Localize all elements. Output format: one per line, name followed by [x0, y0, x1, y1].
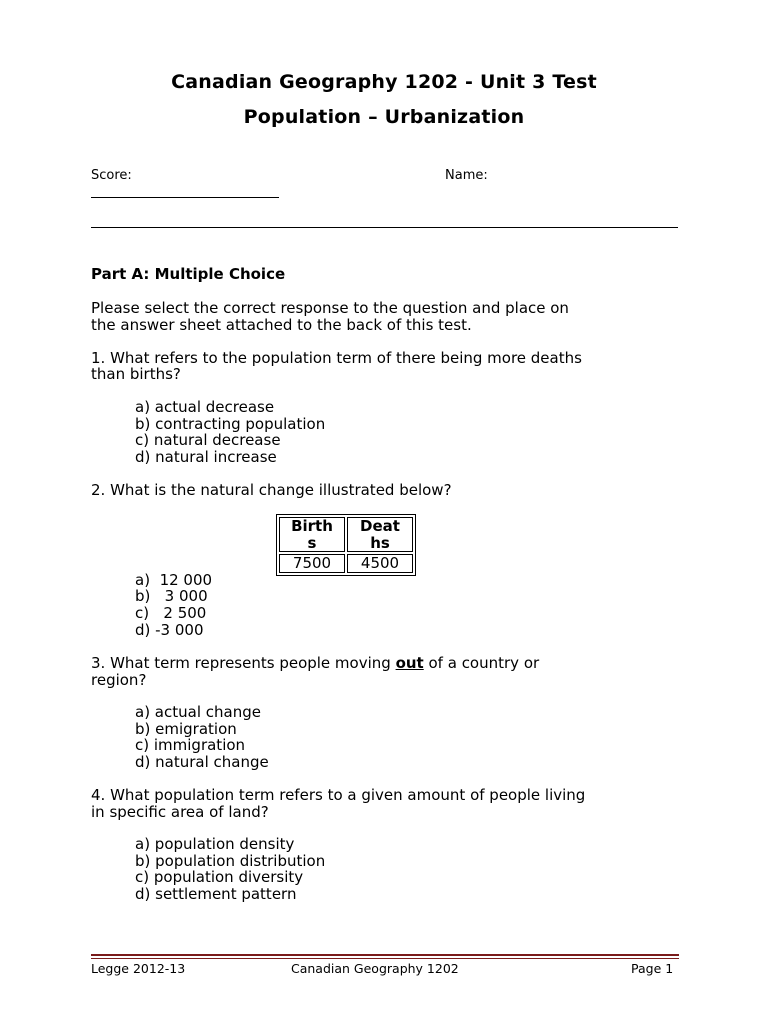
question-1-option-c: c) natural decrease [135, 431, 281, 449]
question-2-option-c: c) 2 500 [135, 604, 207, 622]
question-1-option-b: b) contracting population [135, 415, 326, 433]
question-4-option-a: a) population density [135, 835, 295, 853]
births-value: 7500 [279, 554, 345, 573]
footer-author: Legge 2012-13 [91, 961, 186, 976]
question-2-line-1: 2. What is the natural change illustrated below? [91, 481, 452, 499]
question-1-line-1: 1. What refers to the population term of there being more deaths [91, 349, 582, 367]
footer-course: Canadian Geography 1202 [291, 961, 459, 976]
footer-page-number: Page 1 [631, 961, 674, 976]
table-header-row [279, 517, 413, 552]
question-1-line-2: than births? [91, 365, 181, 383]
deaths-header: Deat hs [347, 517, 413, 552]
question-3-line-2: region? [91, 671, 147, 689]
score-blank-line [91, 197, 279, 198]
table-row [279, 554, 413, 573]
instructions-line-2: the answer sheet attached to the back of this test. [91, 316, 472, 334]
question-3-option-d: d) natural change [135, 753, 269, 771]
question-2-option-a: a) 12 000 [135, 571, 213, 589]
name-label: Name: [445, 168, 488, 183]
natural-change-table [276, 514, 416, 576]
name-blank-line [91, 227, 678, 228]
question-4-line-1: 4. What population term refers to a given amount of people living [91, 786, 586, 804]
question-3-line-1: 3. What term represents people moving out of a country or [91, 654, 540, 672]
score-label: Score: [91, 168, 132, 183]
question-3-option-a: a) actual change [135, 703, 261, 721]
question-1-option-d: d) natural increase [135, 448, 277, 466]
question-4-option-d: d) settlement pattern [135, 885, 297, 903]
deaths-value: 4500 [347, 554, 413, 573]
question-2-option-b: b) 3 000 [135, 587, 208, 605]
question-4-line-2: in specific area of land? [91, 803, 269, 821]
footer-rule-thin [91, 958, 679, 959]
emphasis-out: out [395, 654, 424, 672]
question-1-option-a: a) actual decrease [135, 398, 275, 416]
question-3-option-b: b) emigration [135, 720, 237, 738]
page-subtitle: Population – Urbanization [243, 106, 525, 128]
part-a-heading: Part A: Multiple Choice [91, 265, 286, 283]
question-3-option-c: c) immigration [135, 736, 246, 754]
instructions-line-1: Please select the correct response to the question and place on [91, 299, 569, 317]
footer-rule [91, 954, 679, 956]
question-4-option-c: c) population diversity [135, 868, 304, 886]
question-4-option-b: b) population distribution [135, 852, 326, 870]
question-2-option-d: d) -3 000 [135, 621, 204, 639]
page-title: Canadian Geography 1202 - Unit 3 Test [171, 71, 597, 93]
births-header: Birth s [279, 517, 345, 552]
